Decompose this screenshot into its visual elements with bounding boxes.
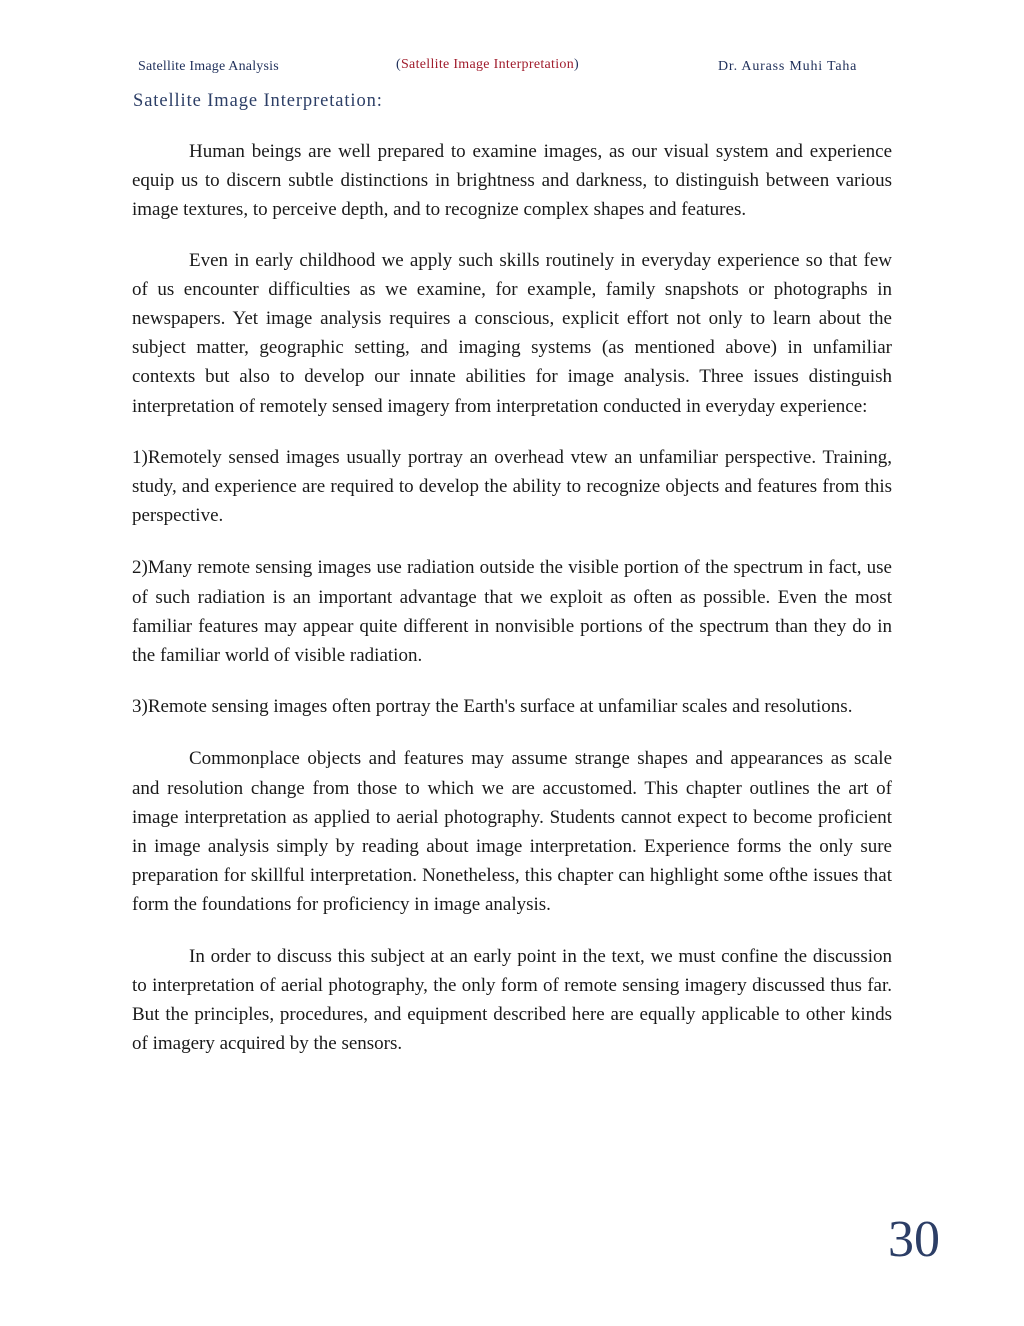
list-item-unfamiliar-scales: 3)Remote sensing images often portray the Earth's surface at unfamiliar scales and resolutions. — [132, 696, 853, 718]
document-body — [132, 137, 892, 1058]
paragraph-aerial-photography: In order to discuss this subject at an early point in the text, we must confine the discussion to interpretation of aerial photography, the only form of remote sensing imagery discussed thus far. But the principles, procedures, and equipment described here are equally applicable to other kinds of imagery acquired by the sensors. — [132, 945, 892, 1055]
section-title: Satellite Image Interpretation: — [133, 91, 383, 111]
page-number: 30 — [888, 1211, 940, 1268]
header-course-title: Satellite Image Analysis — [138, 59, 279, 74]
paragraph-everyday-experience: Even in early childhood we apply such skills routinely in everyday experience so that few of us encounter difficulties as we examine, for example, family snapshots or photographs in newspapers. Yet image analysis requires a conscious, explicit effort not only to learn about the subject matter, geographic setting, and imaging systems (as mentioned above) in unfamiliar contexts but also to develop our innate abilities for image analysis. Three issues distinguish interpretation of remotely sensed imagery from interpretation conducted in everyday experience: — [132, 249, 892, 417]
header-close-paren: ) — [574, 57, 579, 72]
header-open-paren: ( — [396, 57, 401, 72]
page-header — [0, 57, 1024, 81]
header-chapter-title — [396, 57, 579, 73]
header-author: Dr. Aurass Muhi Taha — [718, 59, 858, 74]
paragraph-human-vision: Human beings are well prepared to examine images, as our visual system and experience equip us to discern subtle distinctions in brightness and darkness, to distinguish between various image textures, to perceive depth, and to recognize complex shapes and features. — [132, 141, 892, 221]
list-item-nonvisible-radiation: 2)Many remote sensing images use radiation outside the visible portion of the spectrum in fact, use of such radiation is an important advantage that we exploit as often as possible. Even the most familiar features may appear quite different in nonvisible portions of the spectrum than they do in the familiar world of visible radiation. — [132, 557, 892, 667]
paragraph-commonplace-objects: Commonplace objects and features may assume strange shapes and appearances as scale and resolution change from those to which we are accustomed. This chapter outlines the art of image interpretation as applied to aerial photography. Students cannot expect to become proficient in image analysis simply by reading about image interpretation. Experience forms the only sure preparation for skillful interpretation. Nonetheless, this chapter can highlight some ofthe issues that form the foundations for proficiency in image analysis. — [132, 748, 892, 916]
header-chapter-text: Satellite Image Interpretation — [400, 57, 575, 72]
list-item-overhead-view: 1)Remotely sensed images usually portray an overhead vtew an unfamiliar perspective. Training, study, and experience are required to develop the ability to recognize objects and features from this perspective. — [132, 446, 892, 527]
